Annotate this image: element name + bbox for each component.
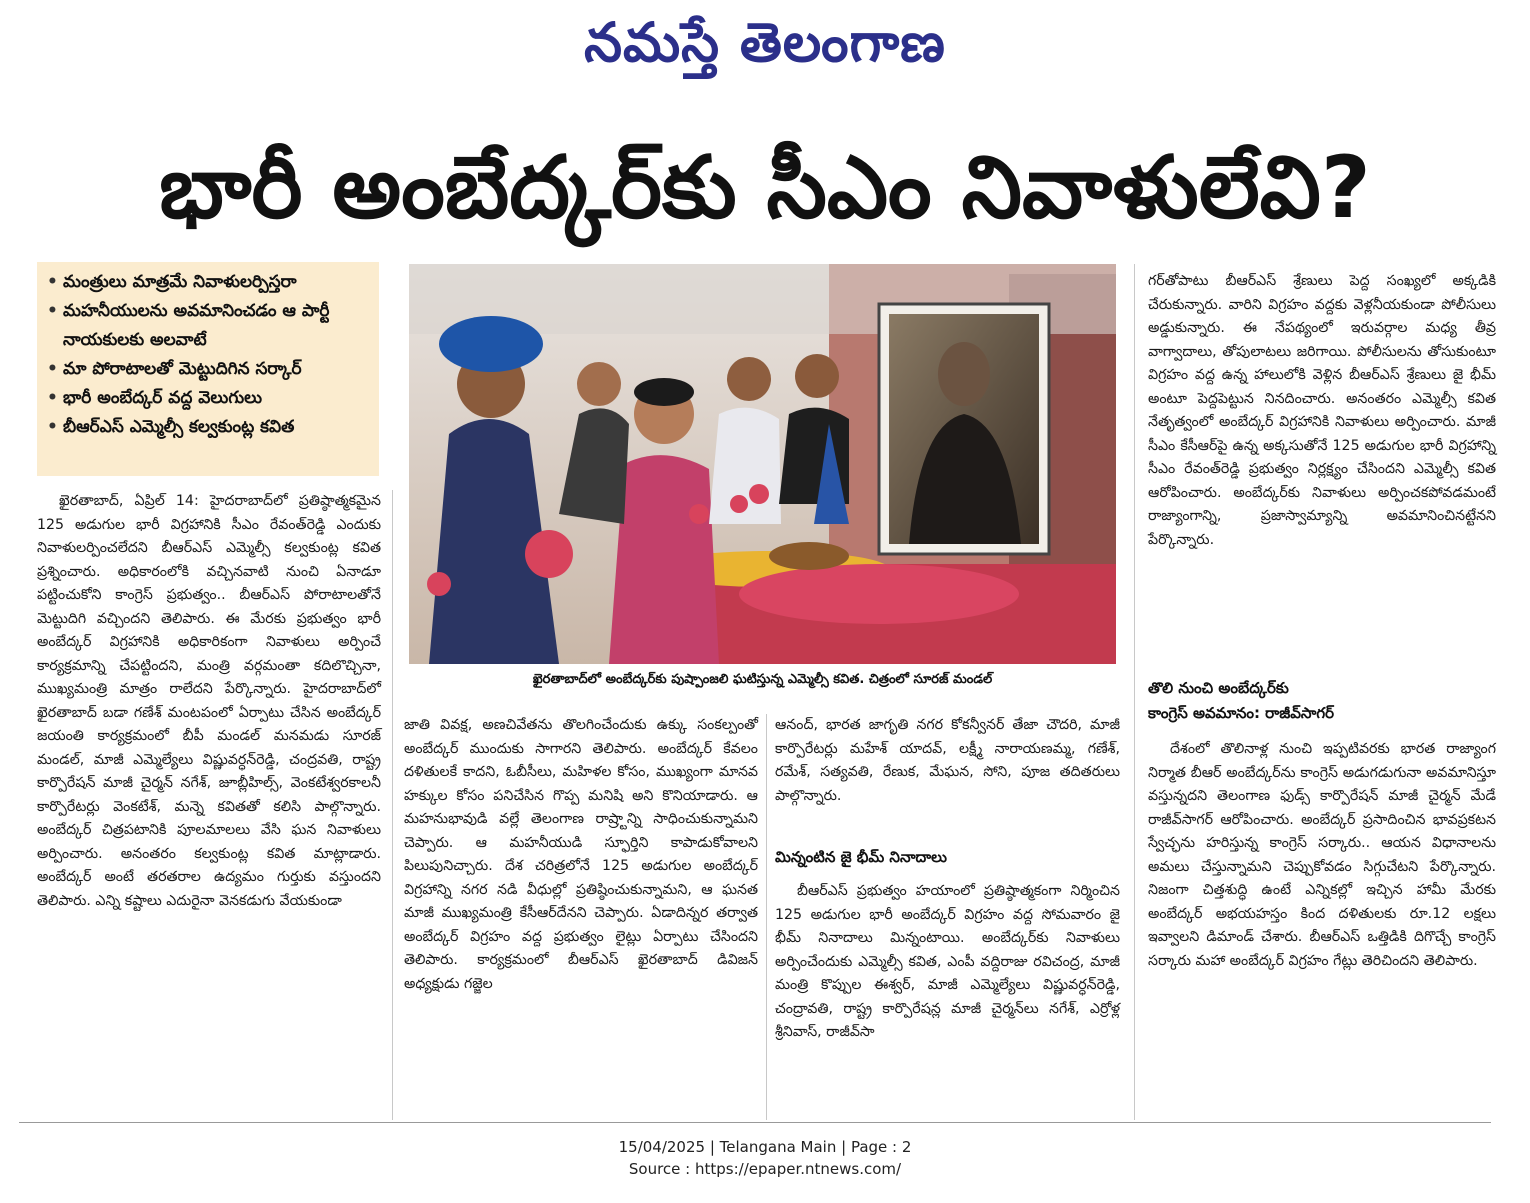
article-paragraph: జాతి వివక్ష, అణచివేతను తొలగించేందుకు ఉక్కు సంకల్పంతో అంబేద్కర్ ముందుకు సాగారని తెలిపారు. అంబేద్కర్ కేవలం దళితులకే కాదని, ఓబీసీలు, మహిళల కోసం, ముఖ్యంగా మానవ హక్కుల కోసం పనిచేసిన గొప్ప మనిషి అని కొనియాడారు. ఆ మహనుభావుడి వల్లే తెలంగాణ రాష్ర్టాన్ని సాధించుకున్నామని చెప్పారు. ఆ మహనీయుడి స్ఫూర్తిని కాపాడుకోవాలని పిలుపునిచ్చారు. దేశ చరిత్రలోనే 125 అడుగుల అంబేద్కర్ విగ్రహాన్ని నగర నడి వీధుల్లో ప్రతిష్ఠించుకున్నామని, ఆ ఘనత మాజీ ముఖ్యమంత్రి కేసీఆర్‌దేనని చెప్పారు. ఏడాదిన్నర తర్వాత అంబేద్కర్ విగ్రహం వద్ద ప్రభుత్వం లైట్లు ఏర్పాటు చేసిందని తెలిపారు. కార్యక్రమంలో బీఆర్‌ఎస్ ఖైరతాబాద్ డివిజన్ అధ్యక్షుడు గజ్జెల [404,717,758,992]
masthead-logo: నమస్తే తెలంగాణ [584,10,946,74]
article-column-3-body [775,880,1120,1122]
article-column-1 [37,490,381,1122]
highlight-item: • మా పోరాటాలతో మెట్టుదిగిన సర్కార్ [47,359,302,379]
highlights-box [37,262,379,476]
article-column-2 [404,714,758,1122]
article-column-4-top [1148,270,1496,660]
subheading: మిన్నంటిన జై భీమ్ నినాదాలు [775,848,947,866]
highlight-item: • భారీ అంబేద్కర్ వద్ద వెలుగులు [47,388,263,408]
column-divider [392,490,393,1120]
highlight-item: • మంత్రులు మాత్రమే నివాళులర్పిస్తరా [47,272,297,292]
article-paragraph: బీఆర్‌ఎస్ ప్రభుత్వం హయాంలో ప్రతిష్ఠాత్మకంగా నిర్మించిన 125 అడుగుల భారీ అంబేద్కర్ విగ్రహం వద్ద సోమవారం జై భీమ్ నినాదాలు మిన్నంటాయి. అంబేద్కర్‌కు నివాళులు అర్పించేందుకు ఎమ్మెల్సీ కవిత, ఎంపీ వద్దిరాజు రవిచంద్ర, మాజీ మంత్రి కొప్పుల ఈశ్వర్, మాజీ ఎమ్మెల్యేలు విష్ణువర్ధన్‌రెడ్డి, చంద్రావతి, రాష్ట్ర కార్పొరేషన్ల మాజీ చైర్మన్‌లు నగేశ్, ఎర్రోళ్ల శ్రీనివాస్, రాజీవ్‌సా [775,883,1120,1040]
subheading [1148,676,1496,728]
article-column-4-body [1148,738,1496,1108]
subheading-line: కాంగ్రెస్ అవమానం: రాజీవ్‌సాగర్ [1148,704,1334,722]
highlight-item: • మహనీయులను అవమానించడం ఆ పార్టీ నాయకులకు అలవాటే [47,301,330,350]
article-paragraph: ఆనంద్, భారత జాగృతి నగర కోకన్వీనర్ తేజా చౌదరి, మాజీ కార్పొరేటర్లు మహేశ్ యాదవ్, లక్ష్మీ నారాయణమ్మ, గణేశ్, రమేశ్, సత్యవతి, రేణుక, మేఘన, సోని, పూజ తదితరులు పాల్గొన్నారు. [775,717,1120,804]
footer-source-link[interactable]: Source : https://epaper.ntnews.com/ [628,1160,902,1178]
article-column-3-top [775,714,1120,834]
footer-divider [19,1122,1491,1123]
article-paragraph: దేశంలో తొలినాళ్ల నుంచి ఇప్పటివరకు భారత రాజ్యాంగ నిర్మాత బీఆర్ అంబేద్కర్‌ను కాంగ్రెస్ అడుగడుగునా అవమానిస్తూ వస్తున్నదని తెలంగాణ ఫుడ్స్ కార్పొరేషన్ మాజీ చైర్మన్ మేడే రాజీవ్‌సాగర్ ఆరోపించారు. అంబేద్కర్ ప్రసాదించిన భావప్రకటన స్వేచ్ఛను హరిస్తున్న కాంగ్రెస్ సర్కారు.. ఆయన విధానాలను అమలు చేస్తున్నామని చెప్పుకోవడం సిగ్గుచేటని పేర్కొన్నారు. నిజంగా చిత్తశుద్ధి ఉంటే ఎన్నికల్లో ఇచ్చిన హామీ మేరకు అంబేద్కర్ అభయహస్తం కింద దళితులకు రూ.12 లక్షలు ఇవ్వాలని డిమాండ్ చేశారు. బీఆర్‌ఎస్ ఒత్తిడికి దిగొచ్చే కాంగ్రెస్ సర్కారు మహా అంబేద్కర్ విగ్రహం గేట్లు తెరిచిందని తెలిపారు. [1148,741,1496,969]
highlight-item: • బీఆర్‌ఎస్ ఎమ్మెల్సీ కల్వకుంట్ల కవిత [47,417,295,437]
photo-illustration [409,264,1116,664]
footer [0,1136,1530,1180]
headline: భారీ అంబేద్కర్‌కు సీఎం నివాళులేవి? [159,138,1371,238]
subheading-line: తొలి నుంచి అంబేద్కర్‌కు [1148,679,1289,697]
article-paragraph: గర్‌తోపాటు బీఆర్‌ఎస్ శ్రేణులు పెద్ద సంఖ్యలో అక్కడికి చేరుకున్నారు. వారిని విగ్రహం వద్దకు వెళ్లనీయకుండా పోలీసులు అడ్డుకున్నారు. ఈ నేపథ్యంలో ఇరువర్గాల మధ్య తీవ్ర వాగ్వాదాలు, తోపులాటలు జరిగాయి. పోలీసులను తోసుకుంటూ విగ్రహం వద్ద ఉన్న హాలులోకి వెళ్లిన బీఆర్‌ఎస్ శ్రేణులు జై భీమ్ అంటూ పెద్దపెట్టున నినదించారు. అనంతరం ఎమ్మెల్సీ కవిత నేతృత్వంలో అంబేద్కర్ విగ్రహానికి నివాళులు అర్పించారు. మాజీ సీఎం కేసీఆర్‌పై ఉన్న అక్కసుతోనే 125 అడుగుల భారీ విగ్రహాన్ని సీఎం రేవంత్‌రెడ్డి ప్రభుత్వం నిర్లక్ష్యం చేసిందని ఎమ్మెల్సీ కవిత ఆరోపించారు. అంబేద్కర్‌కు నివాళులు అర్పించకపోవడమంటే రాజ్యాంగాన్ని, ప్రజాస్వామ్యాన్ని అవమానించినట్టేనని పేర్కొన్నారు. [1148,273,1496,548]
column-divider [766,714,767,1120]
column-divider [1134,264,1135,1120]
article-paragraph: ఖైరతాబాద్, ఏప్రిల్ 14: హైదరాబాద్‌లో ప్రతిష్ఠాత్మకమైన 125 అడుగుల భారీ విగ్రహానికి సీఎం రేవంత్‌రెడ్డి ఎందుకు నివాళులర్పించలేదని బీఆర్‌ఎస్ ఎమ్మెల్సీ కల్వకుంట్ల కవిత ప్రశ్నించారు. అధికారంలోకి వచ్చినవాటి నుంచి ఏనాడూ పట్టించుకోని కాంగ్రెస్ ప్రభుత్వం.. బీఆర్‌ఎస్ పోరాటాలతోనే మెట్టుదిగి వచ్చిందని తెలిపారు. ఈ మేరకు ప్రభుత్వం భారీ అంబేద్కర్ విగ్రహానికి అధికారికంగా నివాళులు అర్పించే కార్యక్రమాన్ని చేపట్టిందని, మంత్రి వర్గమంతా కదిలొచ్చినా, ముఖ్యమంత్రి మాత్రం రాలేదని పేర్కొన్నారు. హైదరాబాద్‌లో ఖైరతాబాద్ బడా గణేశ్ మంటపంలో ఏర్పాటు చేసిన అంబేద్కర్ జయంతి కార్యక్రమంలో బీపీ మండల్ మనమడు సూరజ్ మండల్, మాజీ ఎమ్మెల్యేలు విష్ణువర్ధన్‌రెడ్డి, చంద్రవతి, రాష్ట్ర కార్పొరేషన్ మాజీ చైర్మన్ నగేశ్, జూబ్లీహిల్స్, వెంకటేశ్వరకాలనీ కార్పొరేటర్లు వెంకటేశ్, మన్నె కవితతో కలిసి పాల్గొన్నారు. అంబేద్కర్ చిత్రపటానికి పూలమాలలు వేసి ఘన నివాళులు అర్పించారు. అనంతరం కల్వకుంట్ల కవిత మాట్లాడారు. అంబేద్కర్ అంటే తరతరాల ఉద్యమం గుర్తుకు వస్తుందని తెలిపారు. ఎన్ని కష్టాలు ఎదురైనా వెనకడుగు వేయకుండా [37,493,381,909]
footer-date-line: 15/04/2025 | Telangana Main | Page : 2 [618,1138,912,1156]
news-photo [409,264,1116,664]
photo-caption: ఖైరతాబాద్‌లో అంబేద్కర్‌కు పుష్పాంజలి ఘటిస్తున్న ఎమ్మెల్సీ కవిత. చిత్రంలో సూరజ్ మండల్ [532,672,993,687]
